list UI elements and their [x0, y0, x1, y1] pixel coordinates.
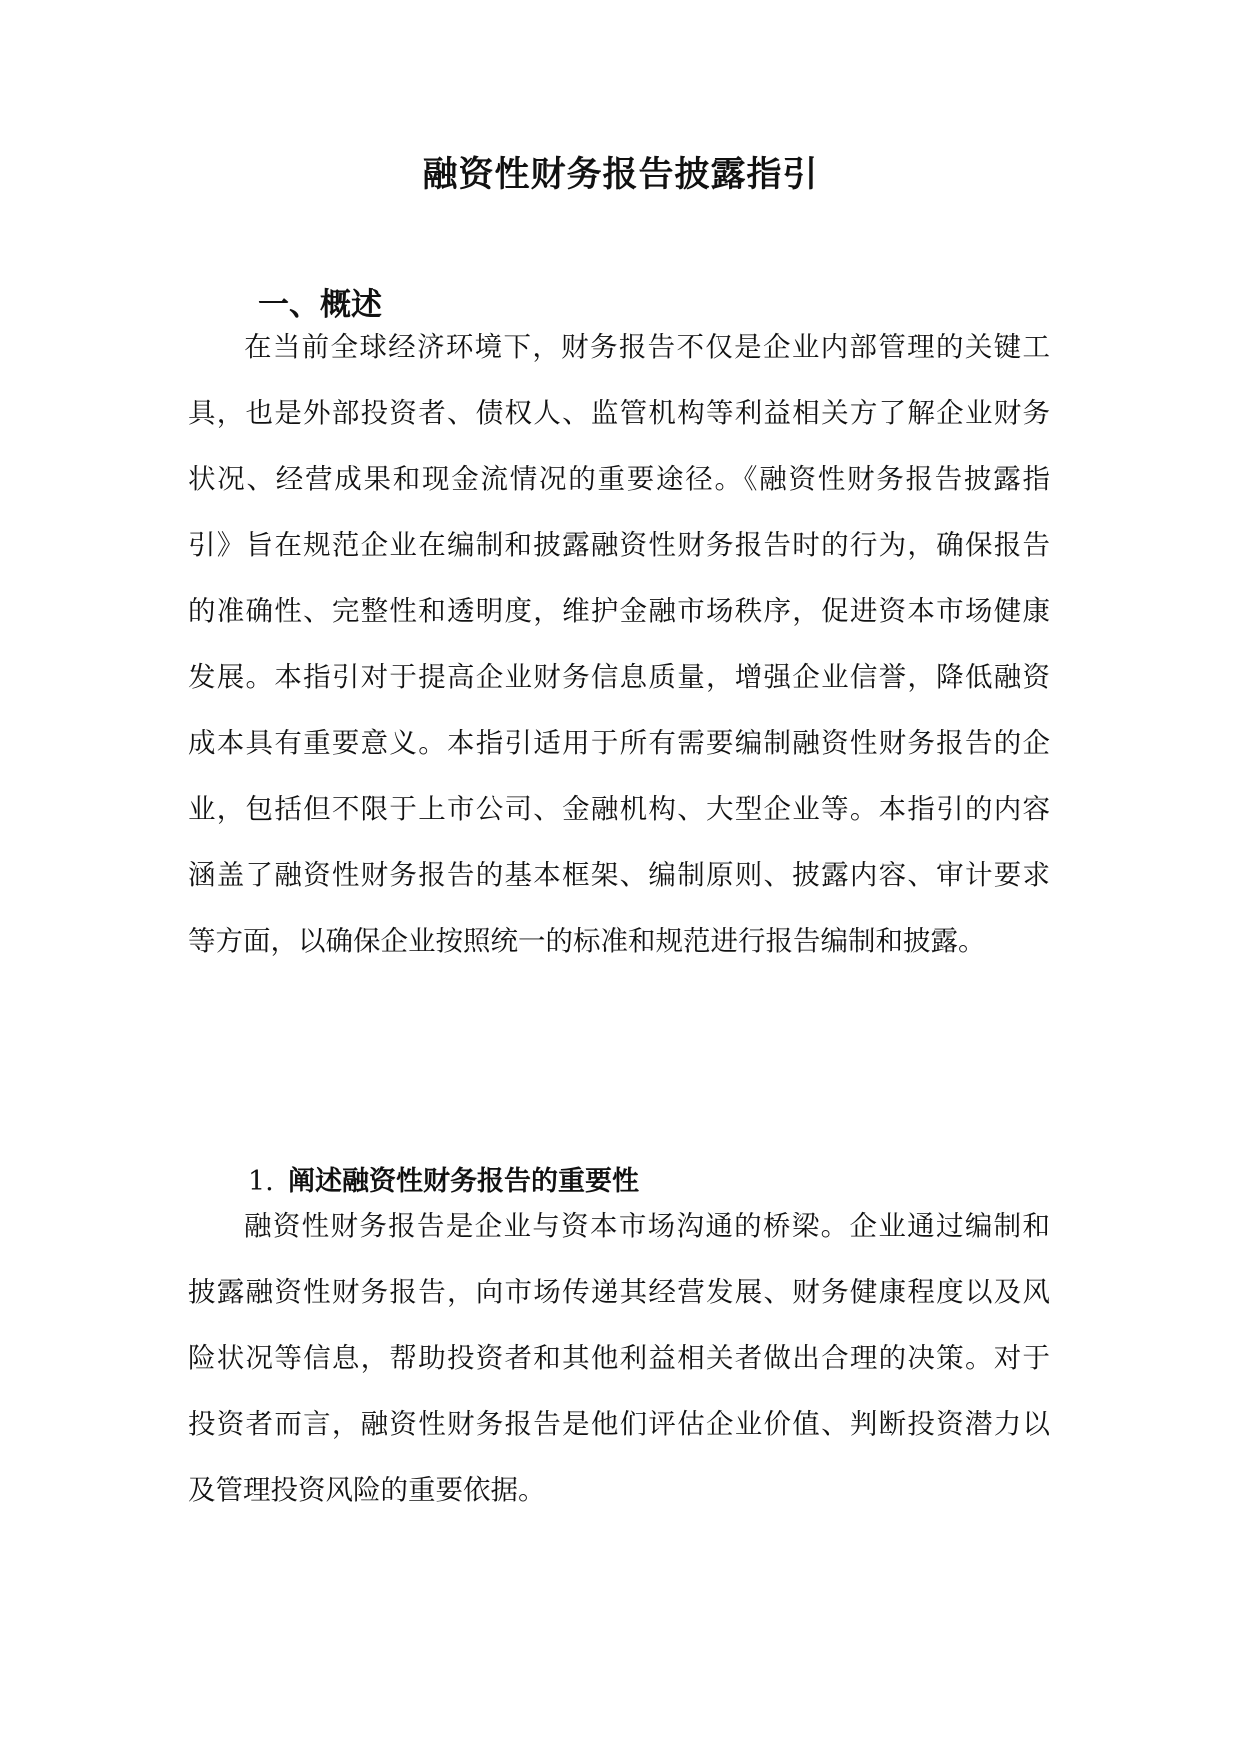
paragraph-line: 业，包括但不限于上市公司、金融机构、大型企业等。本指引的内容 [188, 793, 1050, 825]
subsection-heading-importance [248, 1160, 639, 1204]
section-heading-overview: 一、概述 [258, 287, 382, 323]
paragraph-line: 引》旨在规范企业在编制和披露融资性财务报告时的行为，确保报告 [188, 529, 1050, 561]
paragraph-line: 及管理投资风险的重要依据。 [188, 1474, 546, 1506]
paragraph-line: 成本具有重要意义。本指引适用于所有需要编制融资性财务报告的企 [188, 727, 1050, 759]
paragraph-line: 涵盖了融资性财务报告的基本框架、编制原则、披露内容、审计要求 [188, 859, 1050, 891]
document-title: 融资性财务报告披露指引 [422, 154, 819, 195]
paragraph-line: 投资者而言，融资性财务报告是他们评估企业价值、判断投资潜力以 [188, 1408, 1050, 1440]
paragraph-line: 具，也是外部投资者、债权人、监管机构等利益相关方了解企业财务 [188, 397, 1050, 429]
subsection-number: 1. [248, 1166, 274, 1197]
subsection-title: 阐述融资性财务报告的重要性 [288, 1166, 639, 1197]
paragraph-line: 的准确性、完整性和透明度，维护金融市场秩序，促进资本市场健康 [188, 595, 1050, 627]
paragraph-line: 等方面，以确保企业按照统一的标准和规范进行报告编制和披露。 [188, 925, 986, 957]
paragraph-line: 融资性财务报告是企业与资本市场沟通的桥梁。企业通过编制和 [244, 1210, 1050, 1242]
paragraph-line: 状况、经营成果和现金流情况的重要途径。《融资性财务报告披露指 [188, 463, 1050, 495]
paragraph-line: 在当前全球经济环境下，财务报告不仅是企业内部管理的关键工 [244, 331, 1050, 363]
paragraph-line: 发展。本指引对于提高企业财务信息质量，增强企业信誉，降低融资 [188, 661, 1050, 693]
paragraph-line: 披露融资性财务报告，向市场传递其经营发展、财务健康程度以及风 [188, 1276, 1050, 1308]
paragraph-line: 险状况等信息，帮助投资者和其他利益相关者做出合理的决策。对于 [188, 1342, 1050, 1374]
